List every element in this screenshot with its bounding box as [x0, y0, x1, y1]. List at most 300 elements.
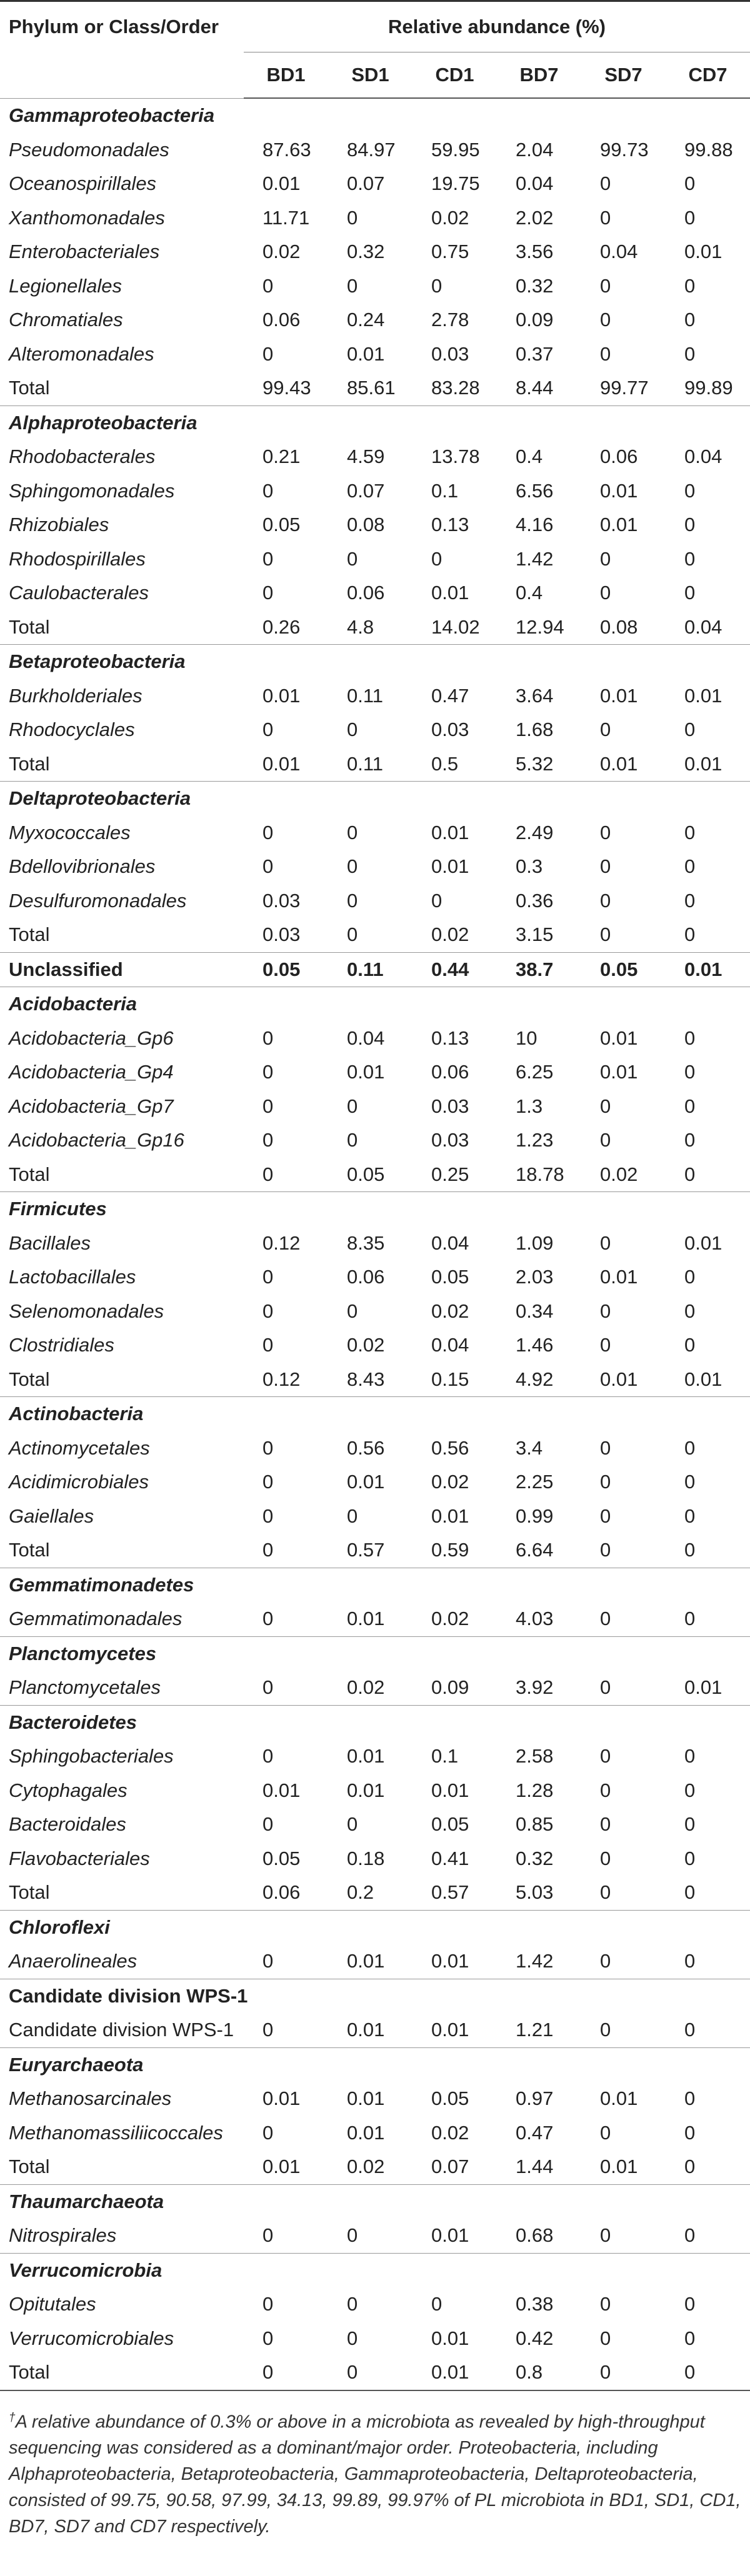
row-name: Rhodospirillales: [9, 547, 146, 570]
value-cell-bd7: 0.47: [516, 2121, 554, 2144]
value-cell-sd7: 0: [600, 2293, 611, 2315]
value-cell-sd7: 0: [600, 1129, 611, 1151]
table-row: [0, 713, 750, 747]
value-cell-bd1: 0: [262, 2019, 274, 2041]
value-cell-cd1: 0.01: [431, 2224, 469, 2247]
group-name: Gammaproteobacteria: [0, 98, 750, 133]
value-cell-sd7: 0: [600, 2224, 611, 2247]
value-cell-cd7: 0.01: [684, 1676, 722, 1699]
total-row: [0, 2150, 750, 2184]
table-row: [0, 2219, 750, 2253]
value-cell-bd7: 0.32: [516, 1847, 554, 1869]
value-cell-bd1: 0.21: [262, 445, 301, 468]
value-cell-cd1: 0.01: [431, 1504, 469, 1527]
value-cell-sd1: 0.08: [347, 514, 385, 536]
group-row: [0, 782, 750, 816]
footnote: [0, 2391, 750, 2540]
row-name: Acidobacteria_Gp16: [9, 1129, 184, 1151]
value-cell-cd1: 19.75: [431, 172, 480, 195]
value-cell-cd7: 0: [684, 1027, 696, 1049]
group-name: Deltaproteobacteria: [0, 782, 750, 816]
value-cell-bd1: 0: [262, 1471, 274, 1493]
value-cell-sd7: 0.01: [600, 1061, 638, 1083]
row-name: Nitrospirales: [9, 2224, 117, 2247]
value-cell-bd1: 0.26: [262, 615, 301, 638]
table-row: [0, 1808, 750, 1842]
value-cell-bd7: 1.23: [516, 1129, 554, 1151]
value-cell-sd1: 85.61: [347, 377, 396, 399]
table-row: [0, 1431, 750, 1466]
value-cell-bd7: 2.58: [516, 1745, 554, 1768]
value-cell-bd1: 0.01: [262, 172, 301, 195]
row-name: Bacillales: [9, 1231, 91, 1254]
value-cell-cd7: 0: [684, 342, 696, 365]
value-cell-cd1: 0.02: [431, 2121, 469, 2144]
value-cell-cd1: 0.05: [431, 2087, 469, 2110]
value-cell-cd7: 0: [684, 1504, 696, 1527]
table-row: [0, 1226, 750, 1261]
table-row: [0, 1671, 750, 1705]
value-cell-cd7: 0: [684, 1061, 696, 1083]
value-cell-cd7: 0: [684, 514, 696, 536]
value-cell-cd7: 0.04: [684, 445, 722, 468]
row-name: Gemmatimonadales: [9, 1608, 182, 1630]
phylum-column-header: Phylum or Class/Order: [0, 1, 244, 99]
value-cell-bd1: 0: [262, 1095, 274, 1117]
column-header-cd7: CD7: [666, 52, 750, 99]
value-cell-sd7: 0: [600, 2327, 611, 2349]
group-row: [0, 1192, 750, 1226]
value-cell-bd7: 5.32: [516, 752, 554, 775]
table-row: [0, 167, 750, 201]
value-cell-sd1: 0.07: [347, 172, 385, 195]
value-cell-bd7: 0.68: [516, 2224, 554, 2247]
row-name: Verrucomicrobiales: [9, 2327, 174, 2349]
value-cell-cd1: 0.01: [431, 1779, 469, 1801]
row-name: Total: [0, 2355, 244, 2390]
value-cell-sd7: 0: [600, 1881, 611, 1904]
value-cell-sd7: 0: [600, 1231, 611, 1254]
value-cell-cd7: 0: [684, 1745, 696, 1768]
value-cell-cd1: 0.44: [412, 952, 497, 987]
value-cell-sd7: 0.08: [600, 615, 638, 638]
value-cell-sd1: 0: [347, 206, 358, 229]
value-cell-bd1: 0: [262, 1539, 274, 1561]
row-name: Lactobacillales: [9, 1266, 136, 1288]
value-cell-cd7: 0: [684, 547, 696, 570]
row-name: Total: [9, 615, 50, 638]
value-cell-sd7: 0.01: [600, 752, 638, 775]
value-cell-cd7: 0: [684, 1163, 696, 1185]
value-cell-bd7: 8.44: [516, 377, 554, 399]
value-cell-bd1: 0: [262, 274, 274, 297]
value-cell-sd1: 0.02: [347, 2156, 385, 2178]
value-cell-bd7: 12.94: [516, 615, 564, 638]
value-cell-cd7: 0.01: [684, 684, 722, 707]
value-cell-sd7: 0: [600, 274, 611, 297]
value-cell-sd7: 0: [600, 206, 611, 229]
value-cell-bd1: 0: [262, 479, 274, 502]
value-cell-cd7: 0: [684, 2019, 696, 2041]
value-cell-cd7: 99.89: [684, 377, 733, 399]
value-cell-bd1: 0: [262, 1163, 274, 1185]
value-cell-cd1: 59.95: [431, 138, 480, 161]
table-row: [0, 850, 750, 884]
group-row: [0, 405, 750, 440]
value-cell-sd7: 0.01: [600, 2087, 638, 2110]
table-row: [0, 508, 750, 542]
value-cell-sd1: 0.11: [347, 684, 384, 707]
value-cell-bd1: 0: [262, 2121, 274, 2144]
value-cell-cd1: 0.5: [431, 752, 459, 775]
table-row: [0, 1602, 750, 1636]
column-header-sd1: SD1: [328, 52, 412, 99]
row-name: Enterobacteriales: [9, 241, 160, 263]
group-name: Verrucomicrobia: [0, 2253, 750, 2287]
total-row: [0, 610, 750, 645]
value-cell-cd7: 0: [684, 1334, 696, 1356]
table-row: [0, 201, 750, 236]
value-cell-sd1: 0: [347, 719, 358, 741]
table-row: [0, 2322, 750, 2356]
value-cell-sd1: 0: [347, 2327, 358, 2349]
row-name: Methanosarcinales: [9, 2087, 172, 2110]
value-cell-sd7: 0: [600, 172, 611, 195]
value-cell-cd7: 0: [684, 2327, 696, 2349]
row-name: Desulfuromonadales: [9, 889, 187, 912]
value-cell-cd7: 0: [684, 889, 696, 912]
value-cell-bd1: 0.01: [262, 1779, 301, 1801]
row-name: Total: [9, 377, 50, 399]
value-cell-sd1: 0.24: [347, 309, 385, 331]
value-cell-sd1: 0.2: [347, 1881, 374, 1904]
value-cell-sd1: 0.11: [347, 752, 384, 775]
value-cell-bd1: 0: [262, 1061, 274, 1083]
value-cell-sd1: 0.04: [347, 1027, 385, 1049]
value-cell-sd1: 0: [347, 274, 358, 297]
group-name: Gemmatimonadetes: [0, 1568, 750, 1602]
value-cell-sd1: 0: [347, 889, 358, 912]
value-cell-bd1: 99.43: [262, 377, 311, 399]
value-cell-cd1: 0.09: [431, 1676, 469, 1699]
row-name: Total: [9, 1368, 50, 1390]
value-cell-bd7: 10: [516, 1027, 538, 1049]
total-row: [0, 2355, 750, 2390]
value-cell-bd1: 0.01: [262, 2156, 301, 2178]
value-cell-bd1: 0.12: [262, 1368, 301, 1390]
value-cell-sd7: 0: [600, 2019, 611, 2041]
row-name: Pseudomonadales: [9, 138, 169, 161]
value-cell-cd7: 0: [684, 1881, 696, 1904]
value-cell-cd7: 99.88: [684, 138, 733, 161]
table-row: [0, 303, 750, 337]
value-cell-cd7: 0: [684, 1300, 696, 1322]
value-cell-cd7: 0: [684, 582, 696, 604]
value-cell-cd1: 0: [431, 889, 442, 912]
value-cell-cd1: 0.03: [431, 342, 469, 365]
value-cell-bd7: 1.42: [516, 547, 554, 570]
group-row: [0, 2047, 750, 2082]
value-cell-sd7: 0: [600, 1779, 611, 1801]
group-row: [0, 987, 750, 1022]
table-row: [0, 1774, 750, 1808]
value-cell-sd7: 0.01: [600, 684, 638, 707]
value-cell-cd1: 0.02: [431, 1471, 469, 1493]
row-name: Rhizobiales: [9, 514, 109, 536]
value-cell-sd1: 4.8: [347, 615, 374, 638]
value-cell-sd1: 0: [347, 1813, 358, 1836]
value-cell-bd7: 0.85: [516, 1813, 554, 1836]
value-cell-sd1: 0: [328, 2355, 412, 2390]
value-cell-cd7: 0: [684, 1471, 696, 1493]
value-cell-sd1: 0: [347, 1300, 358, 1322]
table-row: [0, 235, 750, 269]
row-name: Burkholderiales: [9, 684, 142, 707]
row-name: Cytophagales: [9, 1779, 128, 1801]
value-cell-cd7: 0: [684, 821, 696, 843]
value-cell-cd7: 0.01: [666, 952, 750, 987]
value-cell-sd7: 0: [600, 719, 611, 741]
value-cell-cd7: 0: [666, 2355, 750, 2390]
value-cell-sd1: 0.06: [347, 582, 385, 604]
table-row: [0, 1944, 750, 1979]
value-cell-bd1: 0.01: [262, 2087, 301, 2110]
value-cell-cd7: 0: [684, 1813, 696, 1836]
total-row: [0, 371, 750, 405]
row-name: Rhodocyclales: [9, 719, 135, 741]
row-name: Anaerolineales: [9, 1950, 138, 1972]
value-cell-bd7: 0.4: [516, 582, 543, 604]
value-cell-bd7: 0.04: [516, 172, 554, 195]
row-name: Total: [9, 1539, 50, 1561]
value-cell-cd1: 83.28: [431, 377, 480, 399]
value-cell-bd1: 87.63: [262, 138, 311, 161]
value-cell-sd7: 0: [600, 342, 611, 365]
unclassified-row: [0, 952, 750, 987]
group-name: Actinobacteria: [0, 1397, 750, 1431]
value-cell-cd7: 0: [684, 2087, 696, 2110]
value-cell-cd1: 0.01: [431, 2327, 469, 2349]
table-row: [0, 1090, 750, 1124]
group-name: Planctomycetes: [0, 1636, 750, 1671]
group-name: Acidobacteria: [0, 987, 750, 1022]
value-cell-sd1: 0: [347, 923, 358, 946]
table-row: [0, 133, 750, 167]
value-cell-sd1: 0.01: [347, 342, 385, 365]
value-cell-cd7: 0: [684, 1950, 696, 1972]
value-cell-sd7: 0: [600, 1745, 611, 1768]
value-cell-sd1: 0.01: [347, 1608, 385, 1630]
group-row: [0, 1910, 750, 1944]
total-row: [0, 1533, 750, 1568]
value-cell-bd7: 6.64: [516, 1539, 554, 1561]
value-cell-bd7: 0.34: [516, 1300, 554, 1322]
value-cell-cd7: 0: [684, 1095, 696, 1117]
row-name: Sphingomonadales: [9, 479, 175, 502]
row-name: Gaiellales: [9, 1504, 94, 1527]
value-cell-sd7: 0: [600, 1334, 611, 1356]
group-row: [0, 2184, 750, 2219]
value-cell-bd7: 4.92: [516, 1368, 554, 1390]
table-row: [0, 337, 750, 372]
value-cell-sd1: 0.02: [347, 1334, 385, 1356]
value-cell-cd7: 0: [684, 855, 696, 878]
table-row: [0, 884, 750, 918]
value-cell-sd7: 0.06: [600, 445, 638, 468]
value-cell-sd7: 0: [600, 1847, 611, 1869]
row-name: Legionellales: [9, 274, 122, 297]
value-cell-cd1: 0.25: [431, 1163, 469, 1185]
value-cell-sd1: 0.01: [347, 1950, 385, 1972]
table-row: [0, 1842, 750, 1876]
value-cell-bd1: 0: [262, 2224, 274, 2247]
value-cell-sd1: 8.43: [347, 1368, 385, 1390]
value-cell-cd1: 13.78: [431, 445, 480, 468]
value-cell-bd7: 0.4: [516, 445, 543, 468]
value-cell-bd1: 0: [262, 821, 274, 843]
value-cell-bd7: 0.3: [516, 855, 543, 878]
value-cell-sd7: 0: [600, 547, 611, 570]
value-cell-cd7: 0.01: [684, 752, 722, 775]
value-cell-cd1: 0.04: [431, 1231, 469, 1254]
table-row: [0, 816, 750, 850]
column-header-cd1: CD1: [412, 52, 497, 99]
group-name: Firmicutes: [0, 1192, 750, 1226]
value-cell-sd1: 0.56: [347, 1436, 385, 1459]
value-cell-bd1: 0.03: [262, 923, 301, 946]
table-row: [0, 474, 750, 509]
value-cell-cd7: 0: [684, 1847, 696, 1869]
value-cell-sd7: 0: [600, 923, 611, 946]
row-name: Total: [9, 1881, 50, 1904]
value-cell-cd7: 0: [684, 206, 696, 229]
column-header-bd7: BD7: [497, 52, 581, 99]
value-cell-sd7: 99.73: [600, 138, 649, 161]
value-cell-sd7: 0: [600, 1676, 611, 1699]
value-cell-sd1: 0.11: [328, 952, 412, 987]
value-cell-bd7: 5.03: [516, 1881, 554, 1904]
value-cell-sd1: 0.01: [347, 1061, 385, 1083]
value-cell-bd7: 18.78: [516, 1163, 564, 1185]
value-cell-cd1: 0.01: [431, 821, 469, 843]
value-cell-cd1: 0: [431, 547, 442, 570]
row-name: Myxococcales: [9, 821, 131, 843]
value-cell-bd7: 2.02: [516, 206, 554, 229]
value-cell-sd1: 0.01: [347, 2087, 385, 2110]
value-cell-sd1: 0.06: [347, 1266, 385, 1288]
value-cell-bd1: 0: [262, 855, 274, 878]
table-body: [0, 98, 750, 2390]
value-cell-bd1: 0: [262, 1745, 274, 1768]
value-cell-bd1: 0.06: [262, 309, 301, 331]
value-cell-bd1: 0: [262, 1950, 274, 1972]
value-cell-sd1: 0.57: [347, 1539, 385, 1561]
value-cell-sd1: 0: [347, 2293, 358, 2315]
value-cell-cd1: 0.05: [431, 1266, 469, 1288]
value-cell-bd1: 0: [262, 2327, 274, 2349]
value-cell-bd1: 0: [262, 547, 274, 570]
value-cell-cd1: 0.01: [431, 855, 469, 878]
value-cell-cd7: 0: [684, 274, 696, 297]
value-cell-bd1: 0.05: [244, 952, 328, 987]
value-cell-bd1: 0: [262, 1266, 274, 1288]
value-cell-sd7: 0: [600, 1539, 611, 1561]
row-name: Clostridiales: [9, 1334, 114, 1356]
value-cell-cd7: 0: [684, 479, 696, 502]
value-cell-bd1: 0: [262, 1436, 274, 1459]
value-cell-cd7: 0: [684, 1436, 696, 1459]
value-cell-bd1: 0: [262, 342, 274, 365]
table-row: [0, 1022, 750, 1056]
row-name: Selenomonadales: [9, 1300, 164, 1322]
value-cell-bd1: 0.12: [262, 1231, 301, 1254]
value-cell-bd7: 1.44: [516, 2156, 554, 2178]
total-row: [0, 747, 750, 782]
total-row: [0, 1158, 750, 1192]
value-cell-cd7: 0.01: [684, 1231, 722, 1254]
value-cell-sd1: 0: [347, 2224, 358, 2247]
table-row: [0, 1739, 750, 1774]
value-cell-bd1: 0.03: [262, 889, 301, 912]
table-row: [0, 1499, 750, 1534]
value-cell-sd1: 0: [347, 1095, 358, 1117]
value-cell-bd7: 38.7: [497, 952, 581, 987]
row-name: Oceanospirillales: [9, 172, 157, 195]
value-cell-bd7: 0.32: [516, 274, 554, 297]
table-header: [0, 1, 750, 99]
group-row: [0, 1568, 750, 1602]
value-cell-sd7: 0.04: [600, 241, 638, 263]
value-cell-cd7: 0: [684, 1539, 696, 1561]
value-cell-bd1: 0: [262, 1813, 274, 1836]
value-cell-bd7: 2.25: [516, 1471, 554, 1493]
row-name: Flavobacteriales: [9, 1847, 150, 1869]
value-cell-sd7: 0.01: [600, 1027, 638, 1049]
value-cell-bd7: 1.21: [516, 2019, 554, 2041]
table-row: [0, 1260, 750, 1295]
value-cell-bd1: 0: [262, 1300, 274, 1322]
group-name: Bacteroidetes: [0, 1705, 750, 1739]
value-cell-sd7: 0: [600, 1504, 611, 1527]
value-cell-sd7: 0: [600, 889, 611, 912]
row-name: Unclassified: [0, 952, 244, 987]
table-row: [0, 1123, 750, 1158]
value-cell-sd1: 0.01: [347, 2019, 385, 2041]
value-cell-cd1: 0.01: [412, 2355, 497, 2390]
value-cell-bd7: 3.56: [516, 241, 554, 263]
table-row: [0, 2287, 750, 2322]
total-row: [0, 1876, 750, 1910]
value-cell-bd7: 0.37: [516, 342, 554, 365]
value-cell-cd7: 0: [684, 309, 696, 331]
value-cell-cd7: 0: [684, 2293, 696, 2315]
value-cell-cd1: 0.01: [431, 582, 469, 604]
table-row: [0, 1055, 750, 1090]
value-cell-sd1: 0.02: [347, 1676, 385, 1699]
value-cell-bd7: 1.68: [516, 719, 554, 741]
value-cell-cd7: 0.01: [684, 1368, 722, 1390]
value-cell-cd7: 0: [684, 172, 696, 195]
footnote-marker: †: [9, 2410, 16, 2424]
row-name: Actinomycetales: [9, 1436, 150, 1459]
value-cell-sd1: 0: [347, 547, 358, 570]
value-cell-cd1: 0.75: [431, 241, 469, 263]
group-name: Chloroflexi: [0, 1910, 750, 1944]
value-cell-bd7: 0.97: [516, 2087, 554, 2110]
value-cell-cd1: 0.15: [431, 1368, 469, 1390]
group-name: Betaproteobacteria: [0, 645, 750, 679]
row-name: Acidobacteria_Gp4: [9, 1061, 174, 1083]
